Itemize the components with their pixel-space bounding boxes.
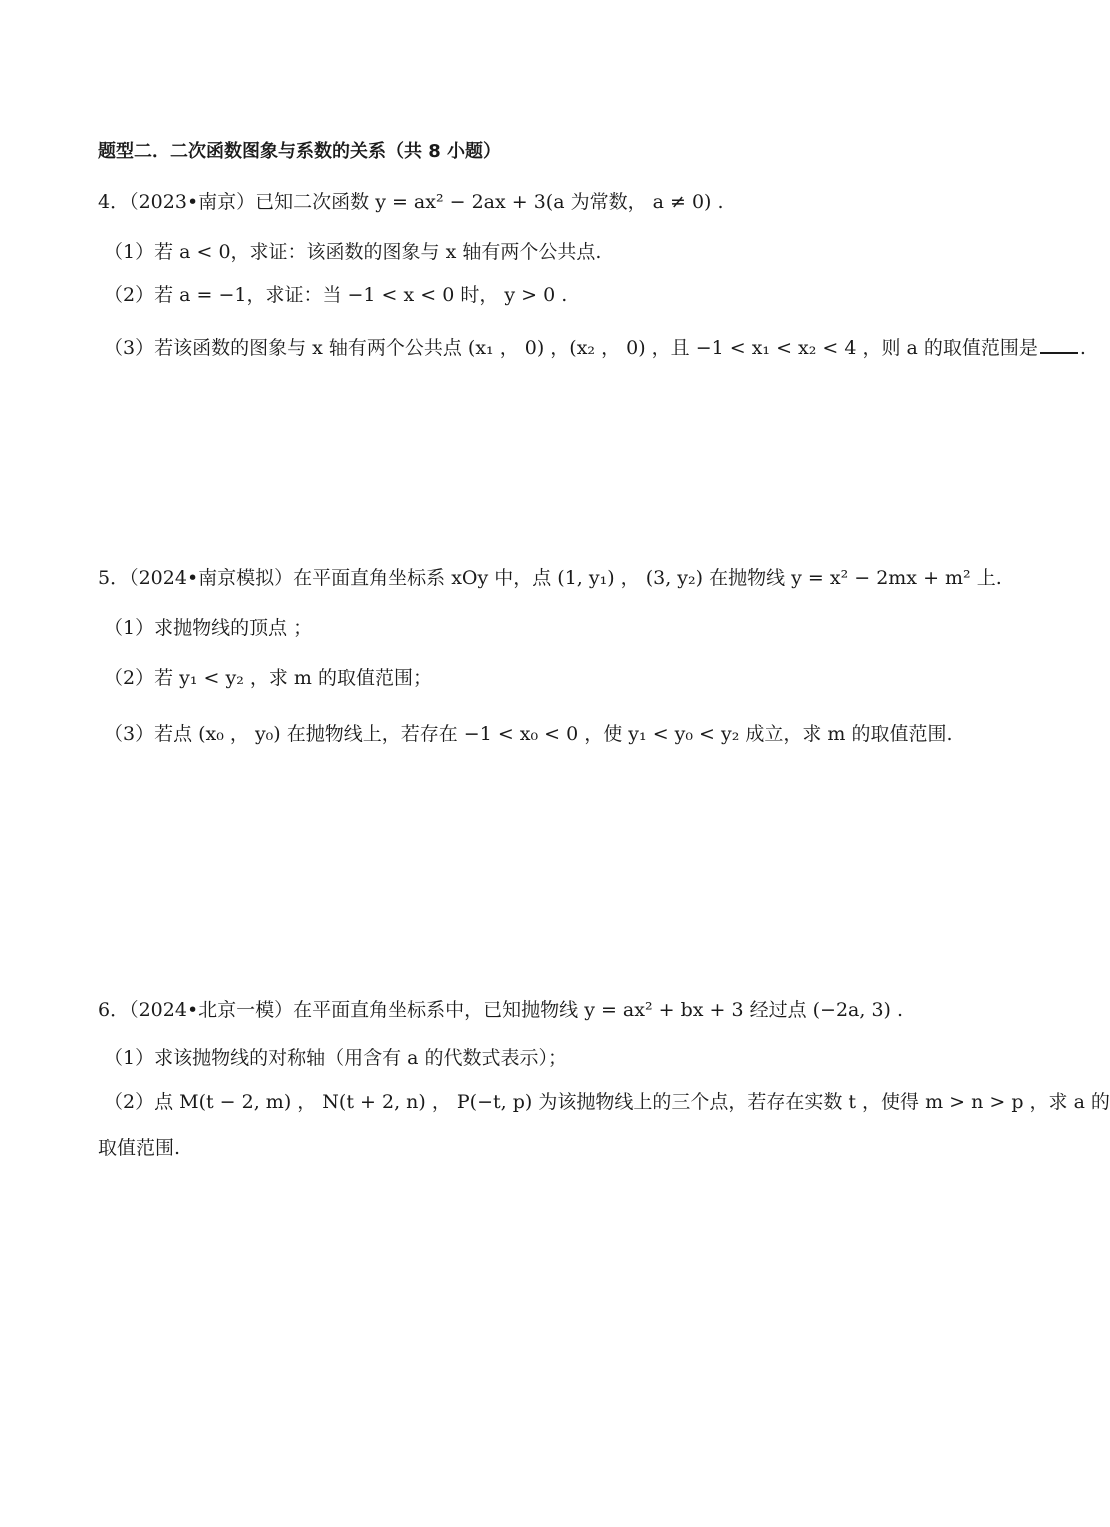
problem-6-part-2: （2）点 M(t − 2, m) ， N(t + 2, n) ， P(−t, p) 为该抛物线上的三个点，若存在实数 t ，使得 m > n > p ，求 a 的 <box>104 1091 1110 1113</box>
problem-4-stem: 4．（2023•南京）已知二次函数 y = ax² − 2ax + 3(a 为常数， a ≠ 0) . <box>98 191 724 213</box>
problem-4-part-3-end: . <box>1079 337 1086 359</box>
problem-4-part-1: （1）若 a < 0，求证：该函数的图象与 x 轴有两个公共点. <box>104 241 602 263</box>
section-title: 题型二．二次函数图象与系数的关系（共 8 小题） <box>98 141 502 162</box>
problem-6-stem: 6．（2024•北京一模）在平面直角坐标系中，已知抛物线 y = ax² + bx + 3 经过点 (−2a, 3) . <box>98 999 904 1021</box>
problem-4-part-2: （2）若 a = −1，求证：当 −1 < x < 0 时， y > 0 . <box>104 284 568 306</box>
problem-6-part-2-cont: 取值范围. <box>98 1137 181 1159</box>
problem-5-part-2: （2）若 y₁ < y₂ ，求 m 的取值范围； <box>104 667 432 689</box>
problem-5-part-1: （1）求抛物线的顶点 ； <box>104 617 313 639</box>
problem-4-part-3-row <box>104 334 1086 360</box>
problem-5-stem: 5．（2024•南京模拟）在平面直角坐标系 xOy 中，点 (1, y₁) ， (3, y₂) 在抛物线 y = x² − 2mx + m² 上. <box>98 567 1002 589</box>
problem-6-part-1: （1）求该抛物线的对称轴（用含有 a 的代数式表示）； <box>104 1047 567 1069</box>
answer-blank[interactable] <box>1040 334 1078 354</box>
problem-4-part-3: （3）若该函数的图象与 x 轴有两个公共点 (x₁ ， 0) ，(x₂ ， 0) ，且 −1 < x₁ < x₂ < 4 ，则 a 的取值范围是 <box>104 337 1038 359</box>
problem-5-part-3: （3）若点 (x₀ ， y₀) 在抛物线上，若存在 −1 < x₀ < 0 ，使 y₁ < y₀ < y₂ 成立，求 m 的取值范围. <box>104 723 953 745</box>
